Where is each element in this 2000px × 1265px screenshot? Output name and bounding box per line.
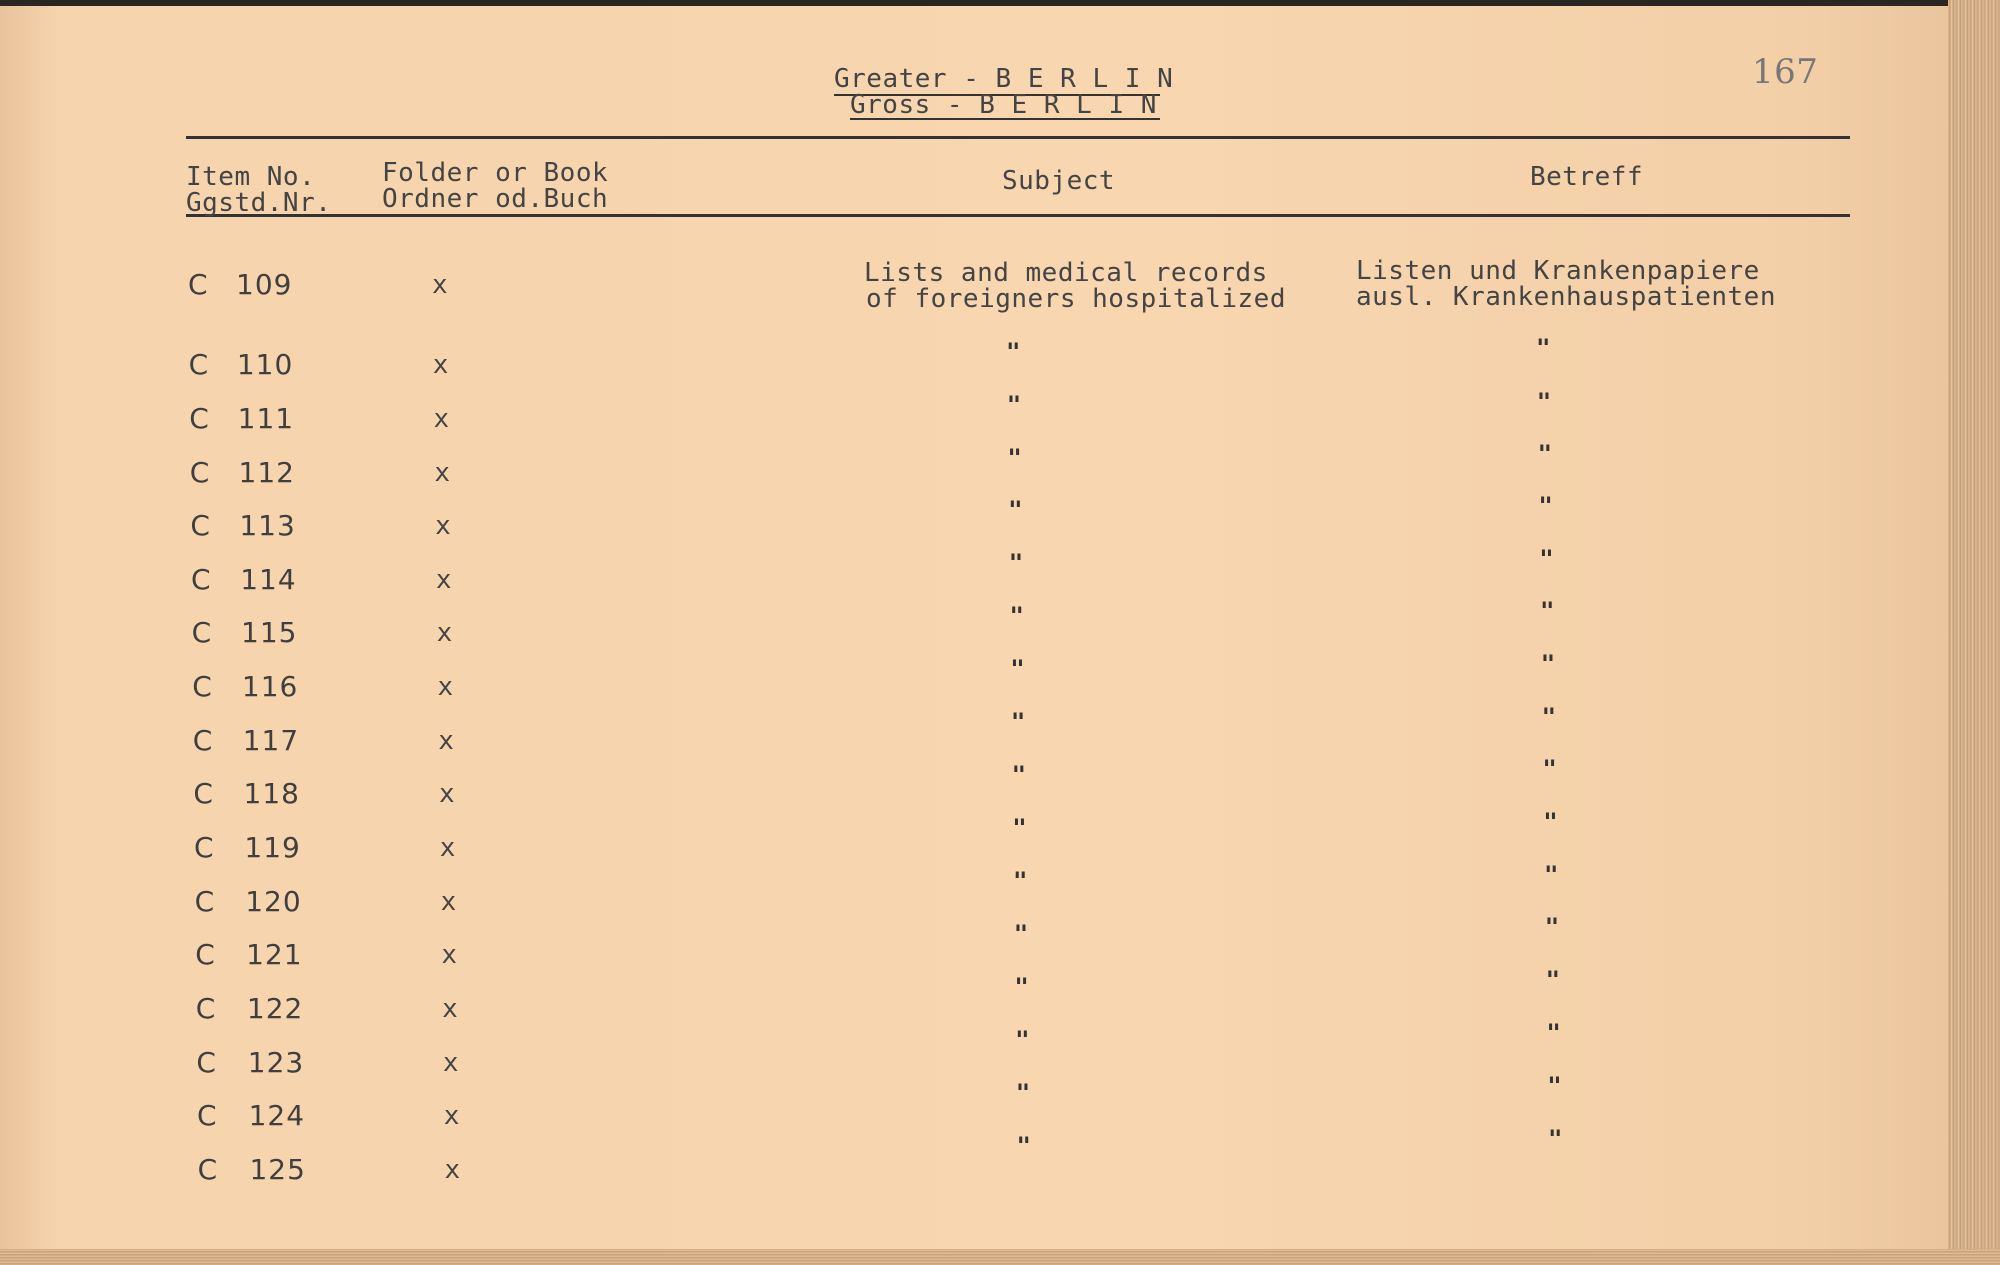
betreff-ditto-mark: "	[1546, 1019, 1561, 1047]
subject-ditto-mark: "	[1010, 708, 1026, 736]
subject-ditto-mark: "	[1010, 655, 1025, 683]
subject-ditto-mark: "	[1006, 391, 1022, 419]
item-number: 113	[239, 509, 296, 542]
item-prefix: C	[189, 402, 210, 435]
subject-ditto-mark: "	[1009, 602, 1024, 630]
betreff-ditto-mark: "	[1536, 388, 1552, 416]
subject-ditto-mark: "	[1008, 549, 1024, 577]
folder-mark: x	[440, 887, 457, 917]
item-prefix: C	[188, 268, 209, 301]
folder-mark: x	[432, 350, 449, 380]
betreff-ditto-mark: "	[1544, 913, 1560, 941]
subject-ditto-mark: "	[1008, 496, 1023, 524]
betreff-ditto-mark: "	[1542, 755, 1557, 783]
folder-mark: x	[442, 994, 459, 1024]
item-number: 110	[236, 348, 294, 381]
subject-ditto-mark: "	[1007, 444, 1022, 472]
item-number: 117	[242, 724, 300, 757]
subject-ditto-mark: "	[1014, 973, 1029, 1001]
item-prefix: C	[194, 831, 215, 864]
subject-ditto-mark: "	[1016, 1132, 1031, 1160]
item-number: 124	[248, 1099, 306, 1132]
col-folder-en: Folder or Book	[382, 158, 609, 188]
betreff-ditto-mark: "	[1539, 545, 1554, 573]
item-number: 122	[246, 992, 304, 1025]
betreff-ditto-mark: "	[1540, 650, 1556, 678]
item-number: 111	[237, 402, 295, 435]
item-prefix: C	[196, 1046, 217, 1079]
folder-mark: x	[432, 270, 449, 300]
item-prefix: C	[192, 670, 213, 703]
folder-mark: x	[438, 726, 455, 756]
title-english: Greater - B E R L I N	[834, 64, 1174, 94]
subject-line-1: Lists and medical records	[864, 258, 1268, 288]
item-prefix: C	[188, 348, 210, 381]
folder-mark: x	[443, 1101, 460, 1131]
folder-mark: x	[435, 511, 452, 541]
item-prefix: C	[197, 1099, 218, 1132]
item-number: 120	[245, 885, 302, 918]
col-item-no-de: Ggstd.Nr.	[186, 188, 332, 218]
item-prefix: C	[195, 938, 216, 971]
item-number: 123	[247, 1046, 305, 1079]
folder-mark: x	[436, 618, 453, 648]
header-rule-bottom	[186, 214, 1850, 217]
item-number: 125	[249, 1153, 306, 1186]
subject-ditto-mark: "	[1006, 338, 1021, 366]
folder-mark: x	[444, 1155, 461, 1185]
subject-ditto-mark: "	[1013, 867, 1028, 895]
folder-mark: x	[441, 940, 458, 970]
title-underline-2	[850, 118, 1160, 120]
item-number: 121	[246, 938, 303, 971]
betreff-ditto-mark: "	[1536, 334, 1551, 362]
item-prefix: C	[191, 563, 212, 596]
item-number: 115	[241, 616, 298, 649]
item-prefix: C	[190, 509, 211, 542]
page-edges	[1948, 0, 2000, 1262]
folder-mark: x	[439, 779, 456, 809]
item-prefix: C	[192, 724, 214, 757]
folder-mark: x	[437, 672, 454, 702]
page-bottom-edge	[0, 1249, 2000, 1265]
betreff-ditto-mark: "	[1537, 440, 1553, 468]
folder-mark: x	[435, 565, 453, 595]
betreff-ditto-mark: "	[1545, 966, 1561, 994]
betreff-ditto-mark: "	[1547, 1072, 1562, 1100]
title-german: Gross - B E R L I N	[850, 90, 1157, 120]
folder-mark: x	[434, 458, 451, 488]
item-number: 114	[240, 563, 297, 596]
betreff-ditto-mark: "	[1538, 492, 1553, 520]
item-prefix: C	[194, 885, 216, 918]
item-number: 112	[238, 456, 295, 489]
betreff-ditto-mark: "	[1541, 703, 1557, 731]
ledger-page	[0, 6, 1960, 1256]
betreff-ditto-mark: "	[1543, 808, 1558, 836]
item-prefix: C	[197, 1153, 219, 1186]
betreff-line-1: Listen und Krankenpapiere	[1356, 256, 1760, 286]
item-prefix: C	[193, 777, 214, 810]
subject-line-2: of foreigners hospitalized	[866, 284, 1286, 314]
subject-ditto-mark: "	[1012, 814, 1027, 842]
header-rule-top	[186, 136, 1850, 139]
subject-ditto-mark: "	[1015, 1079, 1031, 1107]
item-number: 116	[241, 670, 299, 703]
item-number: 119	[244, 831, 301, 864]
betreff-ditto-mark: "	[1544, 861, 1559, 889]
subject-ditto-mark: "	[1013, 920, 1029, 948]
subject-ditto-mark: "	[1015, 1026, 1030, 1054]
item-number: 118	[243, 777, 300, 810]
subject-ditto-mark: "	[1011, 761, 1027, 789]
item-prefix: C	[189, 456, 211, 489]
col-folder-de: Ordner od.Buch	[382, 184, 609, 214]
betreff-line-2: ausl. Krankenhauspatienten	[1356, 282, 1776, 312]
betreff-ditto-mark: "	[1548, 1125, 1563, 1153]
col-betreff: Betreff	[1530, 162, 1644, 192]
item-prefix: C	[195, 992, 217, 1025]
item-number: 109	[236, 268, 293, 301]
folder-mark: x	[439, 833, 456, 863]
col-item-no-en: Item No.	[186, 162, 316, 192]
folder-mark: x	[433, 404, 450, 434]
item-prefix: C	[191, 616, 213, 649]
col-subject: Subject	[1002, 166, 1116, 196]
betreff-ditto-mark: "	[1540, 597, 1555, 625]
folder-mark: x	[442, 1048, 460, 1078]
page-number: 167	[1752, 52, 1819, 92]
